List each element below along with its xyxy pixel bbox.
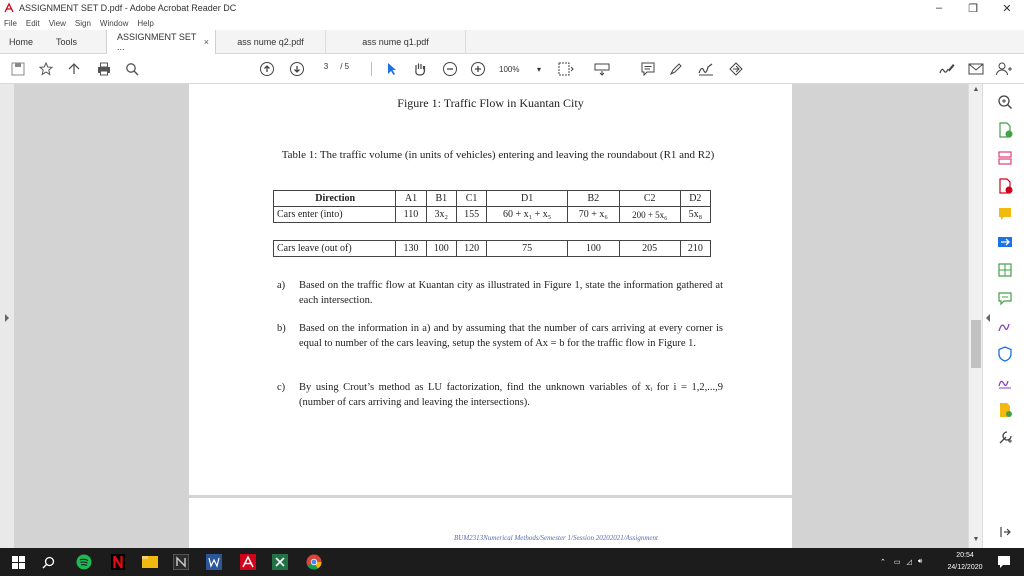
email-icon[interactable]: [966, 59, 986, 79]
chrome-icon[interactable]: [306, 554, 322, 570]
comment-icon[interactable]: [638, 59, 658, 79]
pdf-page: [189, 84, 792, 495]
table-caption: Table 1: The traffic volume (in units of vehicles) entering and leaving the roundabout (R1 and R2): [281, 149, 715, 161]
table-header-cell: B2: [567, 191, 619, 207]
acrobat-icon: [3, 2, 15, 14]
question-text: By using Crout’s method as LU factorization, find the unknown variables of xᵢ for i = 1,2,...,9 (number of cars arriving and leaving the intersections).: [299, 382, 723, 408]
right-tools-panel: [982, 84, 1024, 548]
volume-icon[interactable]: 🔊︎: [917, 558, 923, 565]
toolbar: [0, 54, 1024, 84]
menu-bar: [0, 16, 1024, 30]
battery-icon[interactable]: ▭: [893, 559, 901, 566]
tab-tools[interactable]: Tools: [56, 37, 78, 47]
spotify-icon[interactable]: [76, 554, 92, 570]
expand-left-panel-icon[interactable]: [4, 314, 10, 322]
table-cell: 200 + 5x₆: [619, 207, 680, 223]
page-indicator[interactable]: [320, 62, 349, 71]
table-header-cell: B1: [426, 191, 456, 207]
menu-file[interactable]: File: [4, 18, 17, 28]
page-current-input[interactable]: 3: [323, 62, 329, 71]
highlight-pen-icon[interactable]: [666, 59, 686, 79]
combine-files-icon[interactable]: [997, 234, 1013, 250]
organize-pages-icon[interactable]: [997, 150, 1013, 166]
next-page-icon[interactable]: [287, 59, 307, 79]
find-search-icon[interactable]: [122, 59, 142, 79]
table-header-cell: A1: [396, 191, 426, 207]
table-cell: 155: [456, 207, 486, 223]
zoom-out-icon[interactable]: [440, 59, 460, 79]
acrobat-taskbar-icon[interactable]: [240, 554, 256, 570]
table-header-row: [274, 191, 711, 207]
question-label: a): [277, 280, 286, 291]
table-header-cell: Direction: [274, 191, 396, 207]
table-header-cell: C2: [619, 191, 680, 207]
previous-page-icon[interactable]: [257, 59, 277, 79]
system-tray: [880, 548, 922, 576]
table-cell: 210: [680, 241, 710, 257]
more-tools-wrench-icon[interactable]: [997, 430, 1013, 446]
scroll-up-icon[interactable]: ▲: [972, 86, 980, 93]
menu-view[interactable]: View: [48, 18, 66, 28]
menu-window[interactable]: Window: [99, 18, 129, 28]
zoom-search-icon[interactable]: [997, 94, 1013, 110]
protect-shield-icon[interactable]: [997, 346, 1013, 362]
fit-page-icon[interactable]: [556, 59, 576, 79]
taskbar-clock[interactable]: [940, 550, 990, 574]
clock-date: 24/12/2020: [947, 564, 983, 571]
table-cell: 3x₂: [426, 207, 456, 223]
table-cell: 110: [396, 207, 426, 223]
word-icon[interactable]: [206, 554, 222, 570]
menu-edit[interactable]: Edit: [25, 18, 40, 28]
question-text: Based on the traffic flow at Kuantan city as illustrated in Figure 1, state the information gathered at each intersection.: [299, 280, 723, 306]
question-text: Based on the information in a) and by assuming that the number of cars arriving at every corner is equal to number of the cars leaving, setup the system of Ax = b for the traffic flow in Figure 1.: [299, 323, 723, 349]
tab-active-label: ASSIGNMENT SET ...: [117, 32, 197, 52]
table-spacer-cell: [274, 223, 711, 241]
show-hidden-icons-icon[interactable]: ⌃: [880, 559, 886, 566]
collapse-panel-icon[interactable]: [997, 524, 1013, 540]
table-cell: 205: [619, 241, 680, 257]
page-footer: BUM2313Numerical Methods/Semester 1/Session 20202021/Assignment: [454, 534, 658, 542]
save-icon[interactable]: [8, 59, 28, 79]
action-center-icon[interactable]: [996, 554, 1012, 570]
tab-close-icon[interactable]: ×: [203, 37, 209, 47]
bookmark-star-icon[interactable]: [36, 59, 56, 79]
file-explorer-icon[interactable]: [142, 554, 158, 570]
table-cell: 5x₈: [680, 207, 710, 223]
table-spacer-row: [274, 223, 711, 241]
tab-active-document[interactable]: [106, 30, 216, 54]
table-cell: 130: [396, 241, 426, 257]
table-cell: 120: [456, 241, 486, 257]
scrollbar-thumb[interactable]: [971, 320, 981, 368]
table-cell: 60 + x₁ + x₅: [487, 207, 568, 223]
search-icon[interactable]: [40, 554, 56, 570]
question-b: [277, 321, 723, 351]
left-panel-collapsed: [0, 84, 14, 548]
table-cell: Cars enter (into): [274, 207, 396, 223]
menu-sign[interactable]: Sign: [74, 18, 91, 28]
windows-start-icon[interactable]: [10, 554, 26, 570]
excel-icon[interactable]: [272, 554, 288, 570]
figure-title: Figure 1: Traffic Flow in Kuantan City: [397, 96, 584, 110]
collapse-right-panel-icon[interactable]: [985, 314, 991, 322]
table-cell: 70 + x₆: [567, 207, 619, 223]
edit-pdf-icon[interactable]: [997, 262, 1013, 278]
scroll-down-icon[interactable]: ▼: [972, 536, 980, 543]
table-cell: 100: [426, 241, 456, 257]
maximize-button[interactable]: ❐: [968, 2, 978, 15]
tab-bar: [0, 30, 1024, 54]
table-cell: 100: [567, 241, 619, 257]
table-header-cell: D2: [680, 191, 710, 207]
menu-help[interactable]: Help: [137, 18, 154, 28]
chevron-down-icon: ▾: [536, 64, 541, 74]
question-label: b): [277, 323, 286, 334]
table-header-cell: D1: [487, 191, 568, 207]
tab-document-q1[interactable]: ass nume q1.pdf: [326, 30, 466, 54]
question-label: c): [277, 382, 286, 393]
sign-pen-icon[interactable]: [937, 59, 957, 79]
table-header-cell: C1: [456, 191, 486, 207]
table-cell: Cars leave (out of): [274, 241, 396, 257]
toolbar-separator: [371, 62, 372, 76]
scroll-mode-icon[interactable]: [592, 59, 612, 79]
tab-home[interactable]: Home: [9, 37, 34, 47]
zoom-level-value: 100%: [499, 64, 520, 74]
create-pdf-icon[interactable]: [997, 178, 1013, 194]
windows-taskbar: [0, 548, 1024, 576]
export-pdf-icon[interactable]: [997, 122, 1013, 138]
tab-document-q2[interactable]: ass nume q2.pdf: [216, 30, 326, 54]
traffic-volume-table: [273, 190, 711, 257]
comment-tool-icon[interactable]: [997, 206, 1013, 222]
share-icon[interactable]: [64, 59, 84, 79]
zoom-in-icon[interactable]: [468, 59, 488, 79]
add-user-icon[interactable]: [994, 59, 1014, 79]
window-title: ASSIGNMENT SET D.pdf - Adobe Acrobat Reader DC: [19, 3, 237, 13]
vertical-scrollbar[interactable]: [968, 84, 982, 548]
pdf-page-next: [189, 498, 792, 548]
close-button[interactable]: ✕: [1002, 2, 1012, 15]
fill-and-sign-icon[interactable]: [997, 318, 1013, 334]
minimize-button[interactable]: –: [935, 2, 943, 14]
select-cursor-icon[interactable]: [382, 59, 402, 79]
more-tools-icon[interactable]: [726, 59, 746, 79]
page-total: / 5: [340, 62, 350, 71]
hand-tool-icon[interactable]: [410, 59, 430, 79]
question-a: [277, 278, 723, 308]
scan-ocr-icon[interactable]: [997, 402, 1013, 418]
fill-sign-icon[interactable]: [696, 59, 716, 79]
network-icon[interactable]: ◿: [906, 559, 912, 566]
clock-time: 20:54: [956, 552, 974, 559]
send-for-comments-icon[interactable]: [997, 290, 1013, 306]
table-row-cars-enter: [274, 207, 711, 223]
table-row-cars-leave: [274, 241, 711, 257]
table-cell: 75: [487, 241, 568, 257]
onenote-n-icon[interactable]: [173, 554, 189, 570]
question-c: [277, 380, 723, 410]
zoom-level-dropdown[interactable]: [495, 61, 545, 77]
request-signature-icon[interactable]: [997, 374, 1013, 390]
print-icon[interactable]: [94, 59, 114, 79]
netflix-icon[interactable]: [110, 554, 126, 570]
title-bar: [0, 0, 1024, 16]
